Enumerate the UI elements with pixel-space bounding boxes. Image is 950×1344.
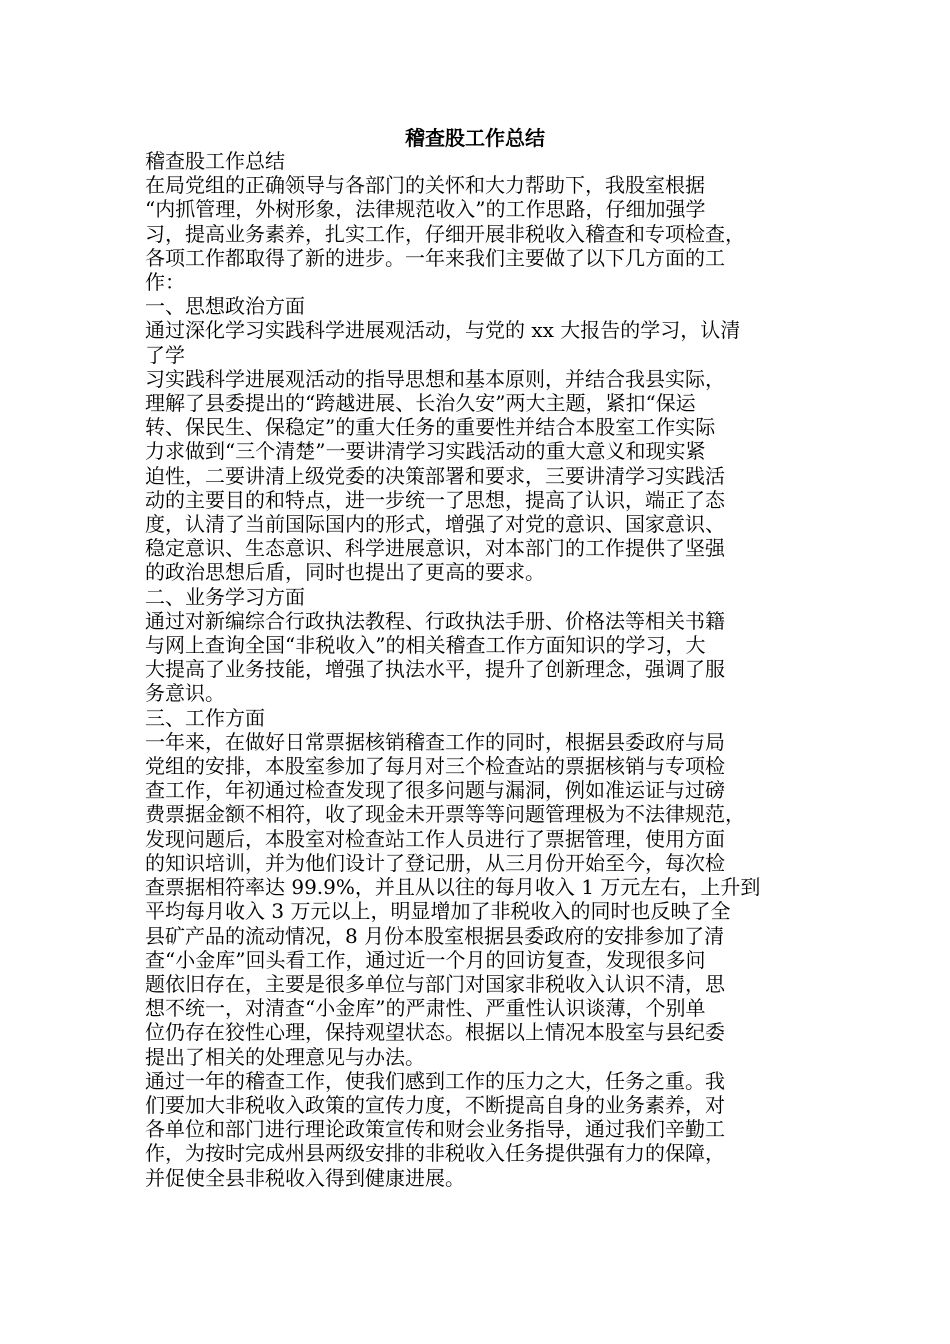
text-line: 务意识。 [145, 681, 225, 706]
document-title: 稽查股工作总结 [405, 126, 545, 150]
text-line: 想不统一，对清查“小金库”的严肃性、严重性认识谈薄，个别单 [145, 996, 706, 1021]
text-line: 查票据相符率达 99.9%，并且从以往的每月收入 1 万元左右，上升到 [145, 875, 761, 900]
text-line: 三、工作方面 [145, 705, 265, 730]
text-line: 度，认清了当前国际国内的形式，增强了对党的意识、国家意识、 [145, 512, 725, 537]
text-line: 习，提高业务素养，扎实工作，仔细开展非税收入稽查和专项检查， [145, 221, 745, 246]
text-line: 提出了相关的处理意见与办法。 [145, 1044, 425, 1069]
text-line: 作，为按时完成州县两级安排的非税收入任务提供强有力的保障， [145, 1141, 725, 1166]
text-line: 的政治思想后盾，同时也提出了更高的要求。 [145, 560, 545, 585]
text-line: “内抓管理，外树形象，法律规范收入”的工作思路，仔细加强学 [145, 197, 706, 222]
text-line: 查“小金库”回头看工作，通过近一个月的回访复查，发现很多问 [145, 947, 706, 972]
text-line: 各单位和部门进行理论政策宣传和财会业务指导，通过我们辛勤工 [145, 1117, 725, 1142]
text-line: 迫性，二要讲清上级党委的决策部署和要求，三要讲清学习实践活 [145, 463, 725, 488]
text-line: 理解了县委提出的“跨越进展、长治久安”两大主题，紧扣“保运 [145, 391, 696, 416]
text-line: 发现问题后，本股室对检查站工作人员进行了票据管理，使用方面 [145, 826, 725, 851]
text-line: 在局党组的正确领导与各部门的关怀和大力帮助下，我股室根据 [145, 173, 705, 198]
text-line: 一、思想政治方面 [145, 294, 305, 319]
text-line: 的知识培训，并为他们设计了登记册，从三月份开始至今，每次检 [145, 850, 725, 875]
text-line: 各项工作都取得了新的进步。一年来我们主要做了以下几方面的工 [145, 245, 725, 270]
text-line: 并促使全县非税收入得到健康进展。 [145, 1165, 465, 1190]
text-line: 与网上查询全国“非税收入”的相关稽查工作方面知识的学习，大 [145, 633, 706, 658]
text-line: 大提高了业务技能，增强了执法水平，提升了创新理念，强调了服 [145, 657, 725, 682]
text-line: 费票据金额不相符，收了现金未开票等等问题管理极为不法律规范， [145, 802, 745, 827]
text-line: 了学 [145, 342, 185, 367]
text-line: 位仍存在狡性心理，保持观望状态。根据以上情况本股室与县纪委 [145, 1020, 725, 1045]
text-line: 稳定意识、生态意识、科学进展意识，对本部门的工作提供了坚强 [145, 536, 725, 561]
text-line: 查工作，年初通过检查发现了很多问题与漏洞，例如准运证与过磅 [145, 778, 725, 803]
text-line: 们要加大非税收入政策的宣传力度，不断提高自身的业务素养，对 [145, 1092, 725, 1117]
text-line: 动的主要目的和特点，进一步统一了思想，提高了认识，端正了态 [145, 487, 725, 512]
text-line: 通过深化学习实践科学进展观活动，与党的 xx 大报告的学习，认清 [145, 318, 741, 343]
text-line: 一年来，在做好日常票据核销稽查工作的同时，根据县委政府与局 [145, 729, 725, 754]
text-line: 题依旧存在，主要是很多单位与部门对国家非税收入认识不清，思 [145, 971, 725, 996]
text-line: 二、业务学习方面 [145, 584, 305, 609]
text-line: 平均每月收入 3 万元以上，明显增加了非税收入的同时也反映了全 [145, 899, 731, 924]
text-line: 党组的安排，本股室参加了每月对三个检查站的票据核销与专项检 [145, 754, 725, 779]
document-body [145, 149, 810, 1190]
text-line: 力求做到“三个清楚”一要讲清学习实践活动的重大意义和现实紧 [145, 439, 706, 464]
text-line: 通过对新编综合行政执法教程、行政执法手册、价格法等相关书籍 [145, 608, 725, 633]
text-line: 作： [145, 270, 185, 295]
text-line: 县矿产品的流动情况，8 月份本股室根据县委政府的安排参加了清 [145, 923, 725, 948]
text-line: 习实践科学进展观活动的指导思想和基本原则，并结合我县实际， [145, 366, 725, 391]
text-line: 转、保民生、保稳定”的重大任务的重要性并结合本股室工作实际 [145, 415, 716, 440]
text-line: 稽查股工作总结 [145, 149, 285, 173]
text-line: 通过一年的稽查工作，使我们感到工作的压力之大，任务之重。我 [145, 1068, 725, 1093]
